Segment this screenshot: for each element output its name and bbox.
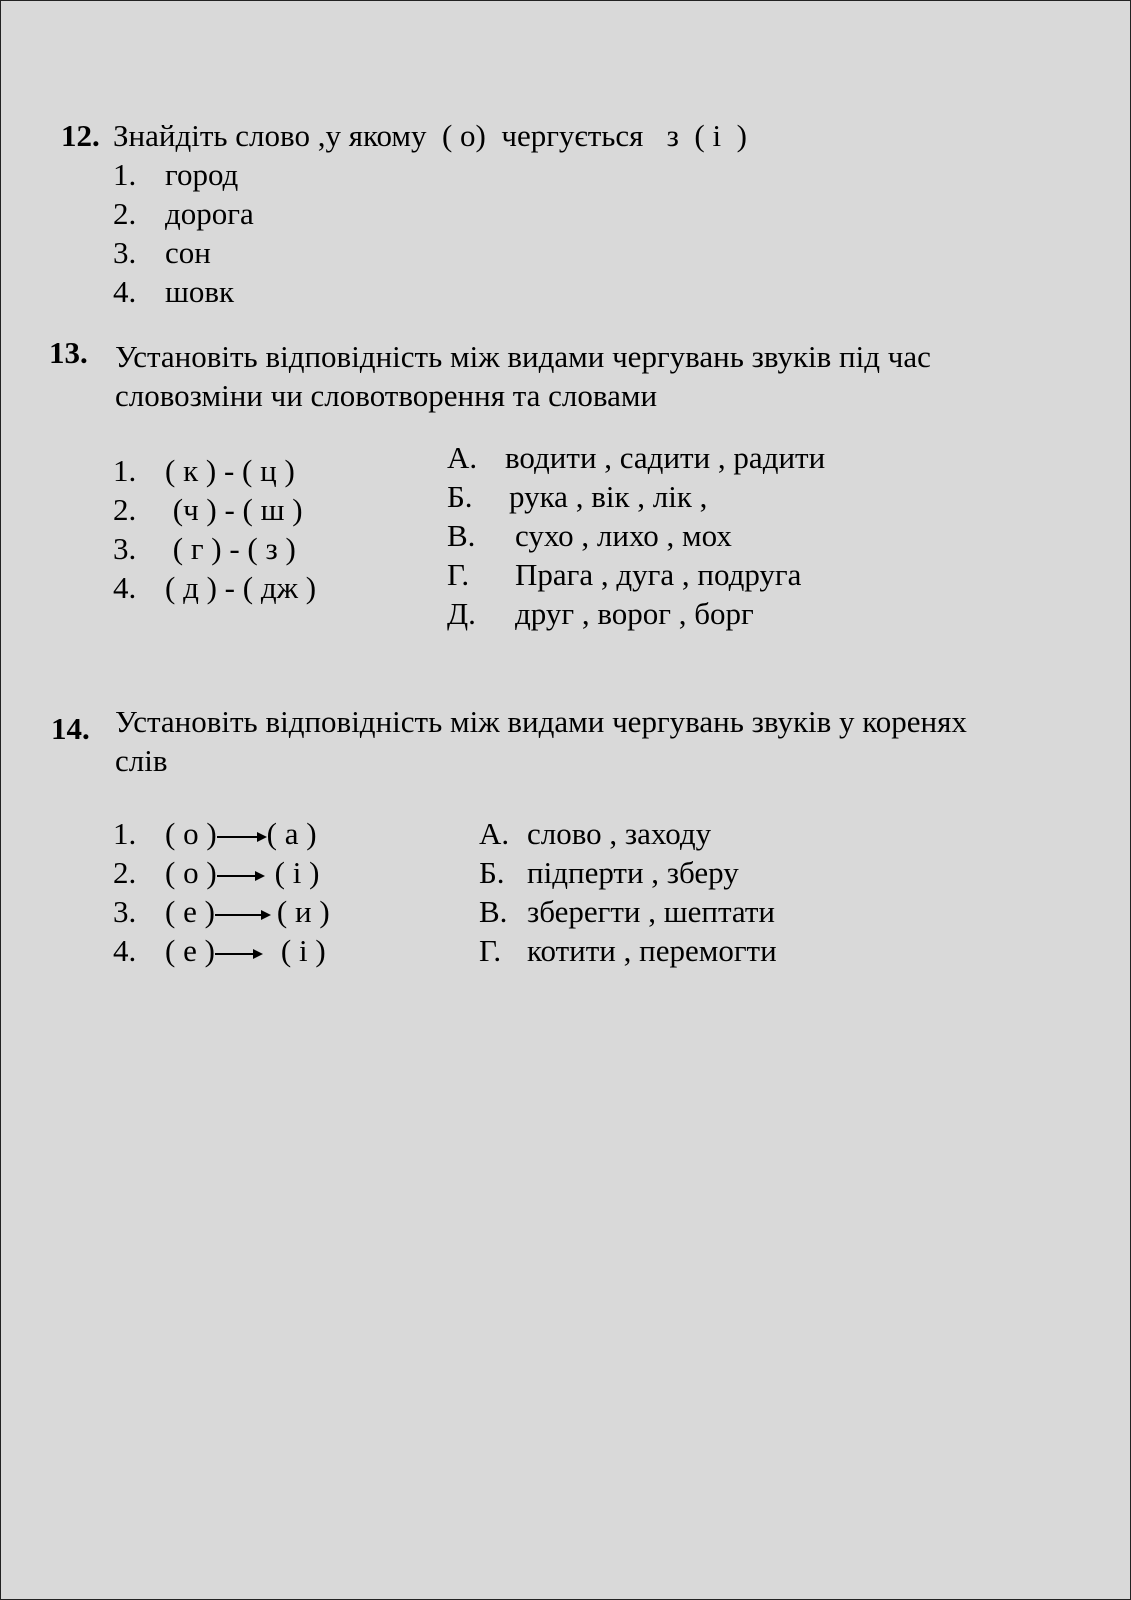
group-words: підперти , зберу	[527, 855, 739, 890]
sound-to: ( і )	[274, 855, 320, 890]
answer-option	[113, 198, 254, 229]
pair-text: ( г ) - ( з )	[165, 531, 296, 566]
group-words: водити , садити , радити	[505, 440, 826, 475]
group-letter: Д.	[447, 596, 476, 631]
option-text: шовк	[165, 274, 235, 309]
group-words: друг , ворог , борг	[515, 596, 754, 631]
group-letter: А.	[447, 440, 478, 475]
sound-to: ( а )	[266, 816, 317, 851]
group-words: Прага , дуга , подруга	[515, 557, 802, 592]
sound-from: ( о )	[165, 816, 217, 851]
option-number: 4.	[113, 274, 137, 309]
row-number: 4.	[113, 933, 137, 968]
option-text: город	[165, 157, 239, 192]
alternation-row	[113, 896, 330, 927]
sound-pair	[113, 533, 296, 564]
pair-text: ( к ) - ( ц )	[165, 453, 295, 488]
question-number: 12.	[61, 118, 100, 153]
group-words: рука , вік , лік ,	[509, 479, 708, 514]
option-text: сон	[165, 235, 211, 270]
arrow-right-icon	[217, 830, 267, 844]
option-text: дорога	[165, 196, 254, 231]
option-number: 1.	[113, 157, 137, 192]
word-group	[479, 818, 711, 849]
question-text: Установіть відповідність між видами чергувань звуків у коренях слів	[115, 704, 967, 778]
question-number: 14.	[51, 711, 90, 746]
sound-to: ( і )	[280, 933, 326, 968]
group-letter: А.	[479, 816, 510, 851]
sound-from: ( е )	[165, 933, 215, 968]
alternation-row	[113, 857, 319, 888]
group-letter: В.	[447, 518, 476, 553]
word-group	[479, 857, 739, 888]
word-group	[447, 481, 707, 512]
alternation-row	[113, 935, 326, 966]
pair-text: (ч ) - ( ш )	[165, 492, 303, 527]
answer-option	[113, 237, 211, 268]
group-letter: Б.	[447, 479, 473, 514]
group-letter: В.	[479, 894, 508, 929]
group-words: слово , заходу	[527, 816, 712, 851]
group-letter: Г.	[447, 557, 470, 592]
arrow-right-icon	[215, 908, 271, 922]
sound-pair	[113, 455, 295, 486]
pair-number: 4.	[113, 570, 137, 605]
word-group	[447, 559, 801, 590]
word-group	[447, 442, 825, 473]
question-number: 13.	[49, 335, 88, 370]
answer-option	[113, 276, 234, 307]
alternation-row	[113, 818, 317, 849]
group-words: сухо , лихо , мох	[515, 518, 732, 553]
question-text: Установіть відповідність між видами чергувань звуків під час словозміни чи словотворення та словами	[115, 339, 931, 413]
sound-to: ( и )	[276, 894, 330, 929]
row-number: 1.	[113, 816, 137, 851]
group-letter: Г.	[479, 933, 502, 968]
pair-number: 3.	[113, 531, 137, 566]
group-words: котити , перемогти	[527, 933, 777, 968]
option-number: 3.	[113, 235, 137, 270]
option-number: 2.	[113, 196, 137, 231]
pair-number: 1.	[113, 453, 137, 488]
group-words: зберегти , шептати	[527, 894, 775, 929]
pair-text: ( д ) - ( дж )	[165, 570, 317, 605]
question-text: Знайдіть слово ,у якому ( о) чергується з ( і )	[113, 118, 747, 153]
word-group	[479, 935, 777, 966]
answer-option	[113, 159, 238, 190]
sound-from: ( о )	[165, 855, 217, 890]
group-letter: Б.	[479, 855, 505, 890]
row-number: 3.	[113, 894, 137, 929]
word-group	[447, 598, 754, 629]
arrow-right-icon	[217, 869, 265, 883]
sound-pair	[113, 494, 303, 525]
row-number: 2.	[113, 855, 137, 890]
word-group	[447, 520, 732, 551]
arrow-right-icon	[215, 947, 263, 961]
sound-pair	[113, 572, 316, 603]
word-group	[479, 896, 775, 927]
sound-from: ( е )	[165, 894, 215, 929]
pair-number: 2.	[113, 492, 137, 527]
